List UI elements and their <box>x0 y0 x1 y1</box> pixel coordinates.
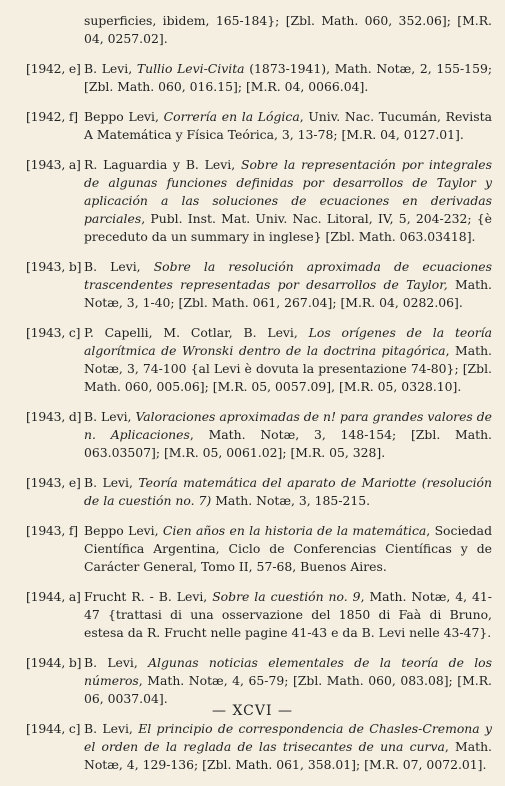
entry-details: , Math. Notæ, 4, 129-136; [Zbl. Math. 061, 358.01]; [M.R. 07, 0072.01]. <box>84 739 492 772</box>
entry-tag: [1944, a] <box>26 589 81 604</box>
entry-title: Valoraciones aproximadas de n! para grandes valores de n. Aplicaciones <box>84 409 492 442</box>
entry-title: Sobre la representación por integrales de algunas funciones definidas por desarrollos de Taylor y aplicación a las soluciones de ecuaciones en derivadas parciales <box>84 157 492 226</box>
entry-tag: [1943, a] <box>26 157 81 172</box>
entry-text <box>84 408 492 462</box>
bib-entry <box>26 324 492 396</box>
entry-title: Los orígenes de la teoría algorítmica de Wronski dentro de la doctrina pitagórica <box>84 325 492 358</box>
entry-details: , Publ. Inst. Mat. Univ. Nac. Litoral, IV, 5, 204-232; {è preceduto da un summary in inglese} [Zbl. Math. 063.03418]. <box>84 211 492 244</box>
continued-entry-text: superficies, ibidem, 165-184}; [Zbl. Math. 060, 352.06]; [M.R. 04, 0257.02]. <box>84 13 492 46</box>
entry-tag: [1943, c] <box>26 325 81 340</box>
entry-details: Math. Notæ, 3, 185-215. <box>211 493 371 508</box>
entry-title: Sobre la resolución aproximada de ecuaciones trascendentes representadas por desarrollos de Taylor, <box>84 259 492 292</box>
entry-author: Beppo Levi, <box>84 523 163 538</box>
entry-author: Beppo Levi, <box>84 109 164 124</box>
bib-entry <box>26 720 492 774</box>
entry-text <box>84 720 492 774</box>
entry-text <box>84 324 492 396</box>
bib-entry <box>26 522 492 576</box>
entry-author: B. Levi, <box>84 409 136 424</box>
entry-details: (1873-1941), Math. Notæ, 2, 155-159; [Zbl. Math. 060, 016.15]; [M.R. 04, 0066.04]. <box>84 61 493 94</box>
bib-entry <box>26 408 492 462</box>
entry-title: El principio de correspondencia de Chasles-Cremona y el orden de la reglada de las trisecantes de una curva <box>84 721 492 754</box>
entry-author: R. Laguardia y B. Levi, <box>84 157 241 172</box>
entry-text <box>84 156 492 246</box>
bib-entry <box>26 60 492 96</box>
entry-text <box>84 474 492 510</box>
entry-author: B. Levi, <box>84 259 154 274</box>
entry-tag: [1944, c] <box>26 721 81 736</box>
entry-tag: [1943, f] <box>26 523 78 538</box>
entry-author: B. Levi, <box>84 475 139 490</box>
page-number: — XCVI — <box>212 703 293 719</box>
entry-author: B. Levi, <box>84 61 137 76</box>
bibliography-list <box>26 12 492 786</box>
bib-entry <box>26 258 492 312</box>
entry-details: , Math. Notæ, 4, 41-47 {trattasi di una osservazione del 1850 di Faà di Bruno, estesa da R. Frucht nelle pagine 41-43 e da B. Levi nelle 43-47}. <box>84 589 492 640</box>
bib-entry <box>26 474 492 510</box>
entry-text <box>84 258 492 312</box>
entry-title: Tullio Levi-Civita <box>136 61 245 76</box>
entry-author: B. Levi, <box>84 655 149 670</box>
bib-entry <box>26 588 492 642</box>
entry-tag: [1942, e] <box>26 61 81 76</box>
entry-tag: [1943, b] <box>26 259 82 274</box>
bib-entry <box>26 108 492 144</box>
entry-details: , Math. Notæ, 4, 65-79; [Zbl. Math. 060, 083.08]; [M.R. 06, 0037.04]. <box>84 673 492 706</box>
entry-details: , Univ. Nac. Tucumán, Revista A Matemática y Física Teórica, 3, 13-78; [M.R. 04, 0127.01]. <box>84 109 492 142</box>
entry-tag: [1944, b] <box>26 655 82 670</box>
entry-details: , Math. Notæ, 3, 74-100 {al Levi è dovuta la presentazione 74-80}; [Zbl. Math. 060, 005.06]; [M.R. 05, 0057.09], [M.R. 05, 0328.10]. <box>84 343 492 394</box>
entry-author: B. Levi, <box>84 721 139 736</box>
entry-tag: [1943, d] <box>26 409 82 424</box>
entry-details: Math. Notæ, 3, 1-40; [Zbl. Math. 061, 267.04]; [M.R. 04, 0282.06]. <box>84 277 492 310</box>
entry-details: , Math. Notæ, 3, 148-154; [Zbl. Math. 063.03507]; [M.R. 05, 0061.02]; [M.R. 05, 328]. <box>84 427 492 460</box>
entry-details: , Sociedad Científica Argentina, Ciclo de Conferencias Científicas y de Carácter General, Tomo II, 57-68, Buenos Aires. <box>84 523 492 574</box>
entry-author: Frucht R. - B. Levi, <box>84 589 213 604</box>
entry-author: P. Capelli, M. Cotlar, B. Levi, <box>84 325 309 340</box>
continued-entry <box>26 12 492 48</box>
entry-title: Teoría matemática del aparato de Mariotte (resolución de la cuestión no. 7) <box>84 475 492 508</box>
entry-title: Correría en la Lógica <box>163 109 300 124</box>
entry-title: Algunas noticias elementales de la teoría de los números <box>84 655 492 688</box>
entry-text <box>84 588 492 642</box>
entry-text <box>84 654 492 708</box>
entry-title: Cien años en la historia de la matemática <box>162 523 427 538</box>
entry-tag: [1942, f] <box>26 109 78 124</box>
entry-text <box>84 522 492 576</box>
entry-tag: [1943, e] <box>26 475 81 490</box>
bib-entry <box>26 654 492 708</box>
entry-text <box>84 60 492 96</box>
entry-title: Sobre la cuestión no. 9 <box>212 589 361 604</box>
bib-entry <box>26 156 492 246</box>
entry-text <box>84 108 492 144</box>
